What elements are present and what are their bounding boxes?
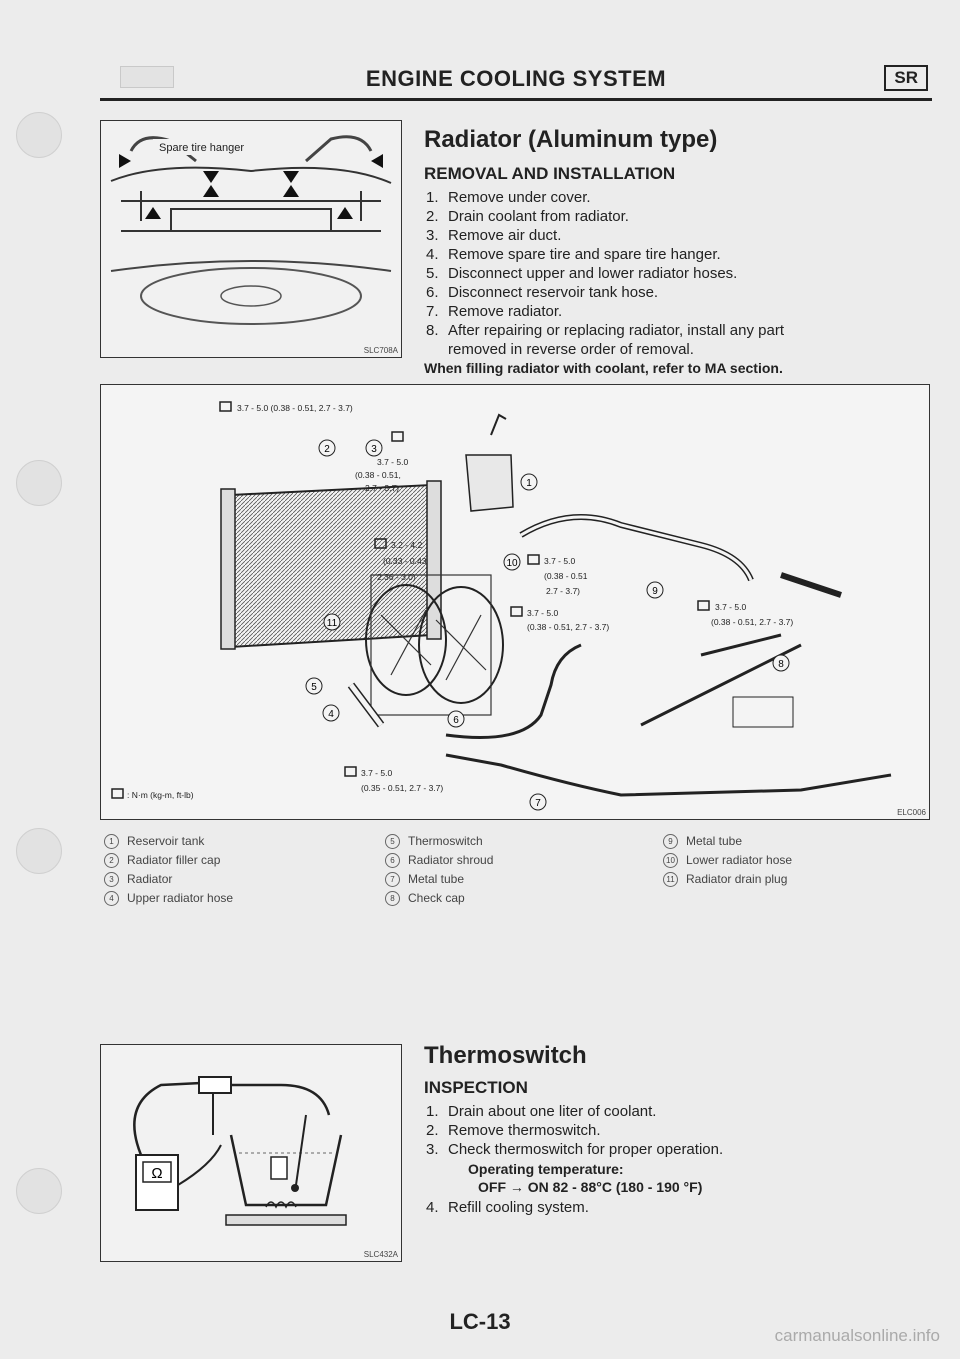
binder-hole <box>16 460 62 506</box>
legend-item: 5 Thermoswitch <box>385 834 493 853</box>
operating-temperature-value: OFF → ON 82 - 88°C (180 - 190 °F) <box>478 1179 703 1195</box>
svg-text:9: 9 <box>652 586 658 597</box>
page-number: LC-13 <box>449 1309 511 1334</box>
parts-legend-col-1 <box>104 834 233 910</box>
page-title: ENGINE COOLING SYSTEM <box>365 66 667 91</box>
torque-label: 3.7 - 5.0 (0.38 - 0.51, 2.7 - 3.7) <box>237 403 353 413</box>
torque-label: (0.33 - 0.43 <box>383 556 427 566</box>
legend-item: 7 Metal tube <box>385 872 493 891</box>
page-header <box>100 60 932 101</box>
torque-label: 2.36 - 3.0) <box>377 572 416 582</box>
svg-text:10: 10 <box>506 558 518 569</box>
callout-10 <box>504 554 520 570</box>
figure-code: SLC708A <box>363 346 398 355</box>
step-item: 2. Remove thermoswitch. <box>426 1122 601 1139</box>
legend-item: 6 Radiator shroud <box>385 853 493 872</box>
legend-item: 1 Reservoir tank <box>104 834 233 853</box>
callout-5 <box>306 678 322 694</box>
step-item: 6. Disconnect reservoir tank hose. <box>426 284 659 301</box>
step-item-continued: removed in reverse order of removal. <box>448 341 694 358</box>
svg-text:4: 4 <box>328 709 334 720</box>
step-item: 3. Remove air duct. <box>426 227 562 244</box>
figure-code: ELC006 <box>897 808 926 817</box>
coolant-note: When filling radiator with coolant, refer to MA section. <box>424 360 783 376</box>
thermoswitch-test-illustration <box>101 1045 401 1261</box>
torque-label: 3.7 - 5.0 <box>715 602 747 612</box>
callout-2 <box>319 440 335 456</box>
thermoswitch-section-title: Thermoswitch <box>424 1042 587 1069</box>
legend-item: 10 Lower radiator hose <box>663 853 792 872</box>
legend-item: 2 Radiator filler cap <box>104 853 233 872</box>
section-badge: SR <box>884 65 928 91</box>
parts-legend-col-3 <box>663 834 792 891</box>
svg-text:7: 7 <box>535 798 541 809</box>
torque-label: (0.38 - 0.51, 2.7 - 3.7) <box>527 622 610 632</box>
svg-text:8: 8 <box>778 659 784 670</box>
spare-tire-hanger-label: Spare tire hanger <box>159 142 244 154</box>
unit-legend: : N·m (kg-m, ft-lb) <box>127 790 194 800</box>
radiator-front-figure <box>100 120 402 358</box>
legend-item: 4 Upper radiator hose <box>104 891 233 910</box>
binder-hole <box>16 112 62 158</box>
callout-8 <box>773 655 789 671</box>
legend-item: 9 Metal tube <box>663 834 792 853</box>
svg-text:3: 3 <box>371 444 377 455</box>
callout-11 <box>324 614 340 630</box>
torque-label: (0.38 - 0.51, <box>355 470 401 480</box>
torque-label: 2.7 - 3.7) <box>365 483 400 493</box>
torque-label: (0.35 - 0.51, 2.7 - 3.7) <box>361 783 444 793</box>
parts-legend-col-2 <box>385 834 493 910</box>
step-item: 5. Disconnect upper and lower radiator hoses. <box>426 265 738 282</box>
svg-text:5: 5 <box>311 682 317 693</box>
torque-label: (0.38 - 0.51, 2.7 - 3.7) <box>711 617 794 627</box>
step-item: 8. After repairing or replacing radiator, install any part <box>426 322 785 339</box>
binder-hole <box>16 1168 62 1214</box>
torque-label: 2.7 - 3.7) <box>546 586 581 596</box>
svg-text:6: 6 <box>453 715 459 726</box>
step-item: 1. Drain about one liter of coolant. <box>426 1103 657 1120</box>
figure-code: SLC432A <box>363 1250 398 1259</box>
torque-label: 3.7 - 5.0 <box>377 457 409 467</box>
legend-item: 3 Radiator <box>104 872 233 891</box>
step-item: 4. Refill cooling system. <box>426 1199 589 1216</box>
legend-item: 8 Check cap <box>385 891 493 910</box>
callout-1 <box>521 474 537 490</box>
svg-text:11: 11 <box>326 618 338 629</box>
cooling-system-exploded-diagram <box>100 384 930 820</box>
torque-label: (0.38 - 0.51 <box>544 571 588 581</box>
step-item: 4. Remove spare tire and spare tire hanger. <box>426 246 721 263</box>
callout-7 <box>530 794 546 810</box>
svg-text:1: 1 <box>526 478 532 489</box>
legend-item: 11 Radiator drain plug <box>663 872 792 891</box>
thermoswitch-steps <box>426 1102 926 1159</box>
operating-temperature-label: Operating temperature: <box>468 1161 624 1177</box>
torque-label: 3.7 - 5.0 <box>361 768 393 778</box>
radiator-steps <box>426 188 926 359</box>
radiator-section-title: Radiator (Aluminum type) <box>424 126 718 153</box>
step-item: 2. Drain coolant from radiator. <box>426 208 629 225</box>
radiator-front-illustration <box>101 121 401 357</box>
exploded-view-illustration <box>101 385 929 819</box>
step-item: 1. Remove under cover. <box>426 189 591 206</box>
step-item: 3. Check thermoswitch for proper operation. <box>426 1141 724 1158</box>
callout-6 <box>448 711 464 727</box>
callout-4 <box>323 705 339 721</box>
torque-label: 3.7 - 5.0 <box>527 608 559 618</box>
removal-installation-heading: REMOVAL AND INSTALLATION <box>424 164 676 183</box>
inspection-heading: INSPECTION <box>424 1078 528 1097</box>
torque-label: 3.7 - 5.0 <box>544 556 576 566</box>
callout-3 <box>366 440 382 456</box>
binder-hole <box>16 828 62 874</box>
torque-label: 3.2 - 4.2 <box>391 540 423 550</box>
watermark: carmanualsonline.info <box>774 1326 940 1345</box>
ohmmeter-symbol: Ω <box>151 1165 163 1182</box>
step-item: 7. Remove radiator. <box>426 303 563 320</box>
thermoswitch-test-figure <box>100 1044 402 1262</box>
svg-text:2: 2 <box>324 444 330 455</box>
thermoswitch-step-4 <box>426 1198 926 1217</box>
callout-9 <box>647 582 663 598</box>
